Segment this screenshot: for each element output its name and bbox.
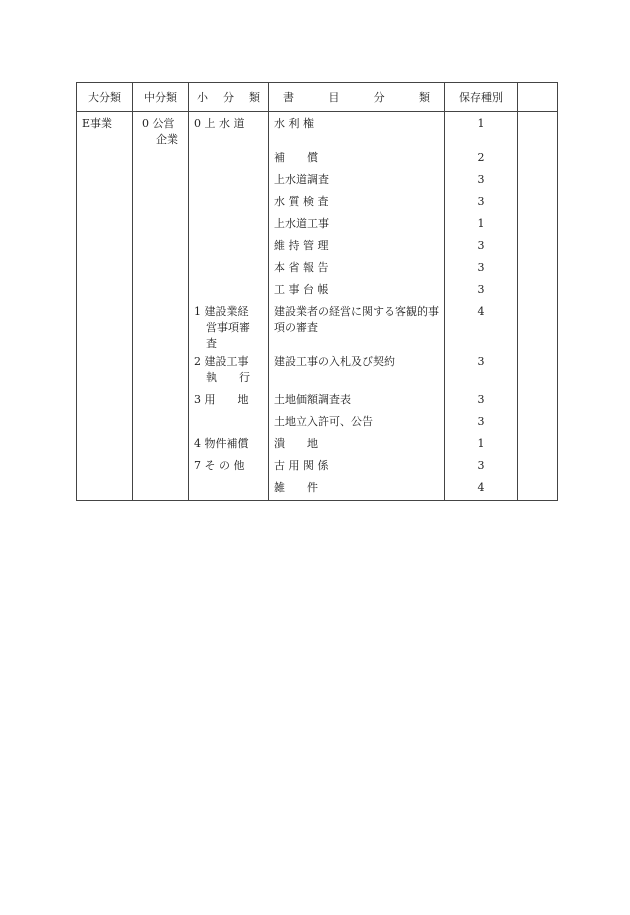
header-document-category: 書 目 分 類 [269, 83, 445, 112]
table-row [77, 302, 558, 352]
retention-cell: 3 [445, 258, 518, 280]
middle-category-cell: 0 公営 企業 [133, 112, 189, 149]
small-category-cell: 2 建設工事 執 行 [189, 352, 269, 390]
document-cell: 建設工事の入札及び契約 [269, 352, 445, 390]
header-retention-type: 保存種別 [445, 83, 518, 112]
blank-cell [518, 112, 558, 149]
document-cell: 工 事 台 帳 [269, 280, 445, 302]
table-row [77, 170, 558, 192]
table-row [77, 112, 558, 149]
document-cell: 土地価額調査表 [269, 390, 445, 412]
table-row [77, 258, 558, 280]
document-cell: 水 利 権 [269, 112, 445, 149]
retention-cell: 3 [445, 280, 518, 302]
retention-cell: 1 [445, 214, 518, 236]
table-row [77, 280, 558, 302]
retention-cell: 3 [445, 456, 518, 478]
retention-cell: 3 [445, 390, 518, 412]
header-small-category: 小 分 類 [189, 83, 269, 112]
retention-cell: 2 [445, 148, 518, 170]
table-row [77, 478, 558, 501]
table-row [77, 192, 558, 214]
table-row [77, 390, 558, 412]
retention-cell: 4 [445, 478, 518, 501]
small-category-cell: 0 上 水 道 [189, 112, 269, 149]
header-large-category: 大分類 [77, 83, 133, 112]
retention-cell: 3 [445, 170, 518, 192]
header-middle-category: 中分類 [133, 83, 189, 112]
header-blank [518, 83, 558, 112]
document-cell: 古 用 関 係 [269, 456, 445, 478]
document-cell: 本 省 報 告 [269, 258, 445, 280]
retention-cell: 3 [445, 352, 518, 390]
small-category-cell: 3 用 地 [189, 390, 269, 412]
header-row [77, 83, 558, 112]
retention-cell: 3 [445, 192, 518, 214]
document-cell: 潰 地 [269, 434, 445, 456]
document-cell: 土地立入許可、公告 [269, 412, 445, 434]
retention-cell: 1 [445, 112, 518, 149]
table-row [77, 352, 558, 390]
retention-cell: 1 [445, 434, 518, 456]
retention-cell: 3 [445, 236, 518, 258]
document-cell: 建設業者の経営に関する客観的事項の審査 [269, 302, 445, 352]
small-category-cell: 4 物件補償 [189, 434, 269, 456]
classification-table [76, 82, 558, 501]
document-cell: 上水道工事 [269, 214, 445, 236]
large-category-cell: E事業 [77, 112, 133, 149]
small-category-cell: 7 そ の 他 [189, 456, 269, 478]
table-row [77, 236, 558, 258]
table-row [77, 456, 558, 478]
document-cell: 雑 件 [269, 478, 445, 501]
document-cell: 水 質 検 査 [269, 192, 445, 214]
table-row [77, 148, 558, 170]
retention-cell: 4 [445, 302, 518, 352]
document-cell: 上水道調査 [269, 170, 445, 192]
table-row [77, 412, 558, 434]
table-row [77, 434, 558, 456]
document-cell: 補 償 [269, 148, 445, 170]
retention-cell: 3 [445, 412, 518, 434]
table-row [77, 214, 558, 236]
document-cell: 維 持 管 理 [269, 236, 445, 258]
small-category-cell: 1 建設業経 営事項審 査 [189, 302, 269, 352]
